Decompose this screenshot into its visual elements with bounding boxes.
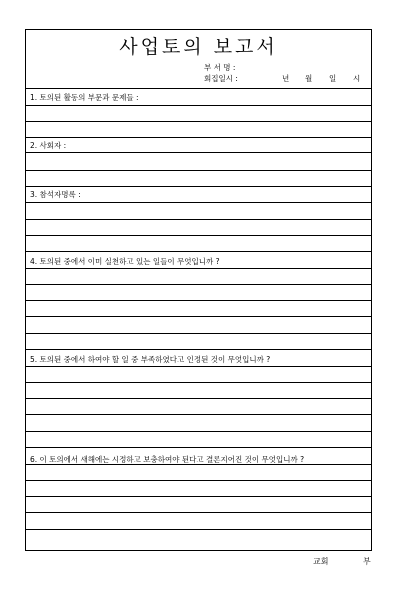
ruled-line: [26, 219, 371, 220]
form-frame: [25, 29, 372, 551]
ruled-line: [26, 529, 371, 530]
ruled-line: [26, 480, 371, 481]
form-title: 사업토의 보고서: [119, 36, 278, 58]
ruled-line: [26, 105, 371, 106]
ruled-line: [26, 268, 371, 269]
day-label: 일: [329, 74, 337, 83]
section-2-label: 2. 사회자 :: [30, 141, 67, 150]
meeting-date-label: 회집일시 :: [204, 74, 238, 83]
ruled-line: [26, 316, 371, 317]
year-label: 년: [282, 74, 290, 83]
section-4-label: 4. 토의된 중에서 이미 실천하고 있는 일들이 무엇입니까 ?: [30, 257, 220, 266]
ruled-line: [26, 284, 371, 285]
ruled-line: [26, 152, 371, 153]
ruled-line: [26, 349, 371, 350]
ruled-line: [26, 202, 371, 203]
section-5-label: 5. 토의된 중에서 하여야 할 일 중 부족하였다고 인정된 것이 무엇입니까 ?: [30, 355, 271, 364]
footer-church-label: 교회: [313, 557, 329, 566]
ruled-line: [26, 512, 371, 513]
ruled-line: [26, 398, 371, 399]
ruled-line: [26, 447, 371, 448]
section-6-label: 6. 이 토의에서 새해에는 시정하고 보충하여야 된다고 결론지어진 것이 무엇입니까 ?: [30, 455, 305, 464]
ruled-line: [26, 186, 371, 187]
ruled-line: [26, 366, 371, 367]
ruled-line: [26, 414, 371, 415]
ruled-line: [26, 300, 371, 301]
ruled-line: [26, 88, 371, 89]
ruled-line: [26, 382, 371, 383]
section-3-label: 3. 참석자명록 :: [30, 190, 81, 199]
ruled-line: [26, 431, 371, 432]
ruled-line: [26, 235, 371, 236]
hour-label: 시: [353, 74, 361, 83]
ruled-line: [26, 333, 371, 334]
section-1-label: 1. 토의된 활동의 부문과 문제들 :: [30, 93, 139, 102]
ruled-line: [26, 251, 371, 252]
ruled-line: [26, 137, 371, 138]
ruled-line: [26, 170, 371, 171]
ruled-line: [26, 496, 371, 497]
footer-dept-label: 부: [363, 557, 371, 566]
month-label: 월: [305, 74, 313, 83]
dept-name-label: 부 서 명 :: [204, 63, 236, 72]
ruled-line: [26, 121, 371, 122]
